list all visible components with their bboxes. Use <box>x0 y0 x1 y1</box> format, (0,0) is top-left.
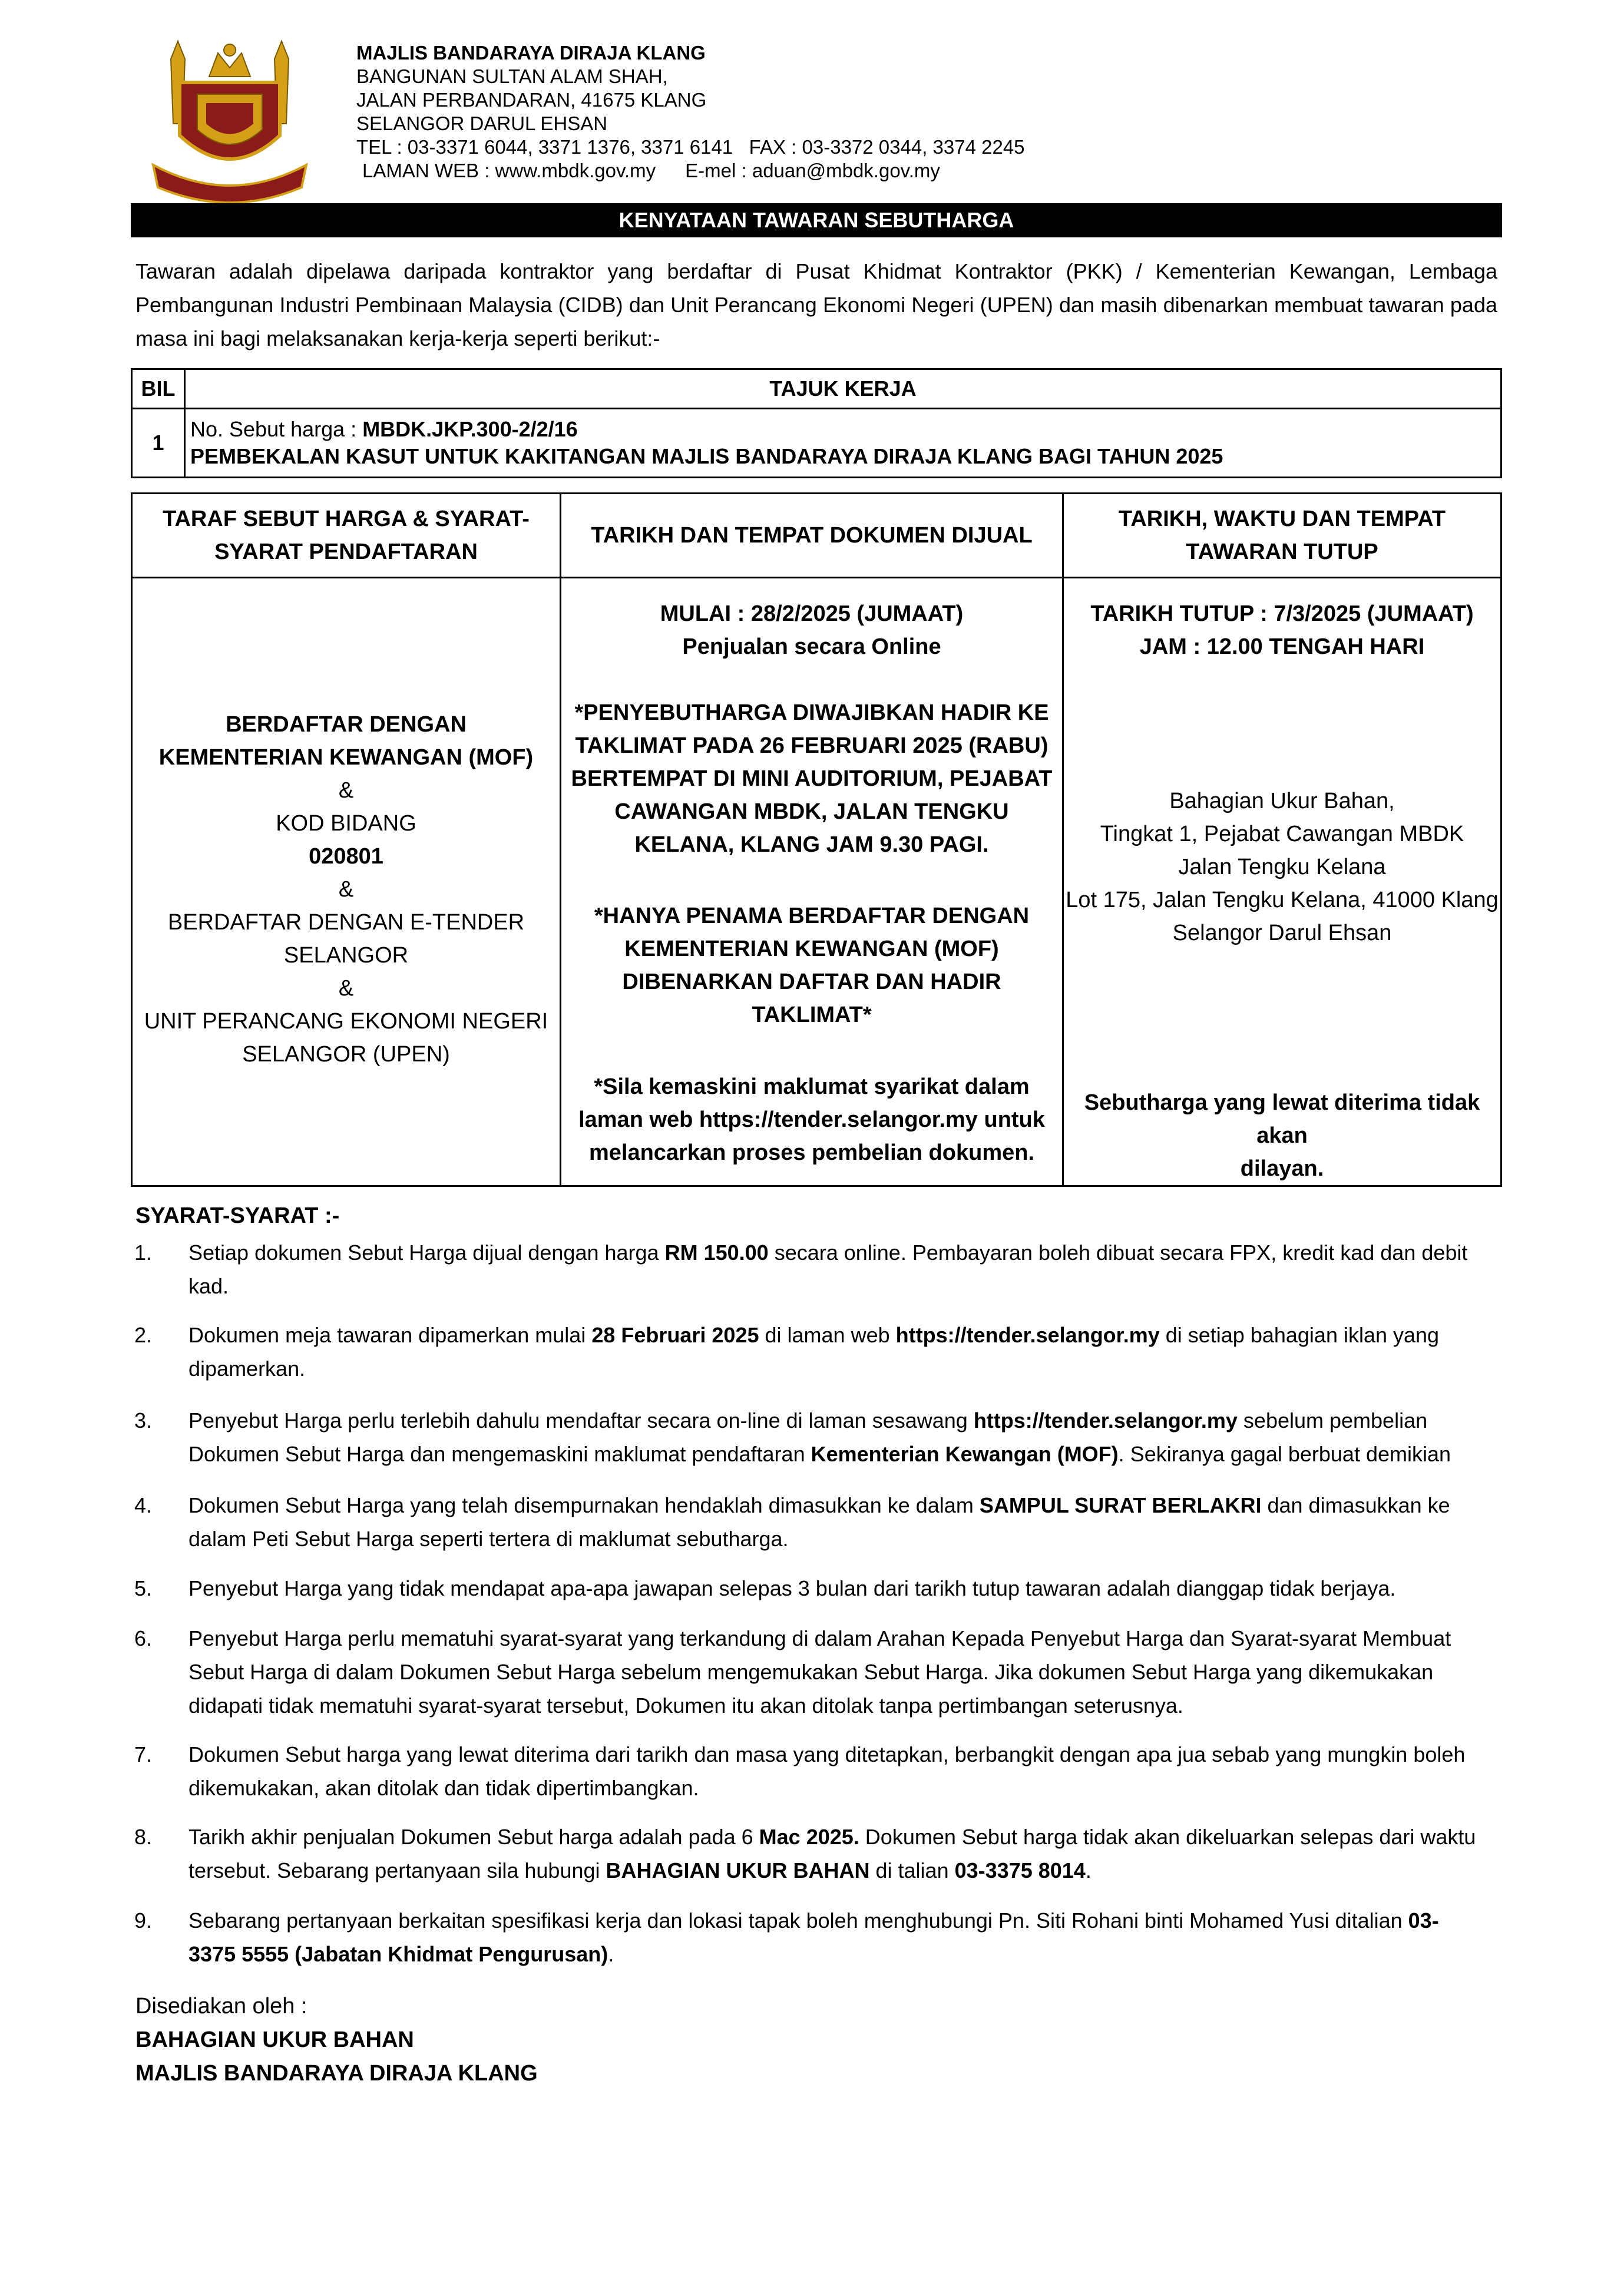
condition-number: 4. <box>134 1493 153 1517</box>
briefing-line-1: *PENYEBUTHARGA DIWAJIBKAN HADIR KE <box>574 700 1049 725</box>
condition-item <box>134 1318 1477 1385</box>
req-line-5: BERDAFTAR DENGAN E-TENDER <box>167 910 525 935</box>
late-note-1: Sebutharga yang lewat diterima tidak akan <box>1084 1090 1480 1148</box>
condition-text: Dokumen Sebut harga tidak akan dikeluarkan selepas dari waktu tersebut. Sebarang pertanyaan sila hubungi <box>188 1825 1476 1883</box>
closing-time: JAM : 12.00 TENGAH HARI <box>1139 634 1425 659</box>
late-note-2: dilayan. <box>1240 1156 1324 1181</box>
detail-table <box>131 492 1502 1187</box>
header-tarikh-dijual: TARIKH DAN TEMPAT DOKUMEN DIJUAL <box>561 494 1063 578</box>
req-line-3: KOD BIDANG <box>276 811 416 836</box>
col-bil: BIL <box>132 369 185 409</box>
condition-text: Tarikh akhir penjualan Dokumen Sebut harga adalah pada 6 <box>188 1825 759 1849</box>
department-name: BAHAGIAN UKUR BAHAN <box>606 1858 870 1883</box>
condition-number: 7. <box>134 1742 153 1766</box>
email-link[interactable]: E-mel : aduan@mbdk.gov.my <box>685 160 940 181</box>
condition-text: Penyebut Harga yang tidak mendapat apa-apa jawapan selepas 3 bulan dari tarikh tutup tawaran adalah dianggap tidak berjaya. <box>188 1576 1396 1600</box>
envelope-label: SAMPUL SURAT BERLAKRI <box>979 1493 1262 1517</box>
briefing-line-5: KELANA, KLANG JAM 9.30 PAGI. <box>634 832 989 857</box>
conditions-heading: SYARAT-SYARAT :- <box>135 1203 340 1228</box>
condition-number: 9. <box>134 1908 153 1933</box>
ref-value: MBDK.JKP.300-2/2/16 <box>362 417 578 441</box>
prepared-org: MAJLIS BANDARAYA DIRAJA KLANG <box>135 2061 538 2086</box>
ref-label: No. Sebut harga : <box>190 417 363 441</box>
job-table <box>131 368 1502 478</box>
condition-item <box>134 1572 1477 1605</box>
job-title: PEMBEKALAN KASUT UNTUK KAKITANGAN MAJLIS BANDARAYA DIRAJA KLANG BAGI TAHUN 2025 <box>190 444 1223 468</box>
condition-text: di talian <box>869 1858 955 1883</box>
website-link[interactable]: LAMAN WEB : www.mbdk.gov.my <box>362 160 656 181</box>
condition-number: 6. <box>134 1626 153 1650</box>
contact-phone: 03-3375 5555 (Jabatan Khidmat Pengurusan) <box>188 1908 1439 1966</box>
condition-text: Penyebut Harga perlu terlebih dahulu mendaftar secara on-line di laman sesawang <box>188 1408 974 1432</box>
condition-text: sebelum pembelian Dokumen Sebut Harga dan mengemaskini maklumat pendaftaran <box>188 1408 1428 1466</box>
header-tarikh-tutup: TARIKH, WAKTU DAN TEMPAT TAWARAN TUTUP <box>1063 494 1501 578</box>
req-amp-2: & <box>338 877 354 902</box>
condition-text: dan dimasukkan ke dalam Peti Sebut Harga seperti tertera di maklumat sebutharga. <box>188 1493 1450 1551</box>
condition-text: . <box>608 1942 614 1966</box>
condition-number: 1. <box>134 1240 153 1265</box>
address-line-1: BANGUNAN SULTAN ALAM SHAH, <box>356 65 668 87</box>
place-line-1: Bahagian Ukur Bahan, <box>1169 789 1395 813</box>
tender-url[interactable]: https://tender.selangor.my <box>973 1408 1238 1432</box>
only-registered-4: TAKLIMAT* <box>752 1003 872 1027</box>
condition-item <box>134 1236 1477 1303</box>
update-note-2: laman web https://tender.selangor.my untuk <box>578 1107 1045 1132</box>
phone-number: 03-3375 8014 <box>954 1858 1086 1883</box>
condition-number: 3. <box>134 1408 153 1432</box>
condition-text: Setiap dokumen Sebut Harga dijual dengan harga <box>188 1240 665 1265</box>
condition-number: 5. <box>134 1576 153 1600</box>
condition-text: Penyebut Harga perlu mematuhi syarat-syarat yang terkandung di dalam Arahan Kepada Penyebut Harga dan Syarat-syarat Membuat Sebut Harga di dalam Dokumen Sebut Harga sebelum mengemukakan Sebut Harga. Jika dokumen Sebut Harga yang dikemukakan didapati tidak mematuhi syarat-syarat tersebut, Dokumen itu akan ditolak tanpa pertimbangan seterusnya. <box>188 1626 1451 1718</box>
place-line-2: Tingkat 1, Pejabat Cawangan MBDK <box>1100 822 1464 846</box>
row-number: 1 <box>132 409 185 478</box>
address-line-2: JALAN PERBANDARAN, 41675 KLANG <box>356 89 707 111</box>
update-note-3: melancarkan proses pembelian dokumen. <box>588 1140 1035 1165</box>
closing-date: TARIKH TUTUP : 7/3/2025 (JUMAAT) <box>1090 601 1474 626</box>
req-line-7: UNIT PERANCANG EKONOMI NEGERI <box>144 1009 548 1034</box>
briefing-line-3: BERTEMPAT DI MINI AUDITORIUM, PEJABAT <box>571 766 1053 791</box>
place-line-5: Selangor Darul Ehsan <box>1172 921 1392 945</box>
closing-details <box>1063 578 1501 1186</box>
tender-url[interactable]: https://tender.selangor.my <box>895 1323 1160 1347</box>
only-registered-2: KEMENTERIAN KEWANGAN (MOF) <box>624 937 999 961</box>
briefing-line-2: TAKLIMAT PADA 26 FEBRUARI 2025 (RABU) <box>575 733 1049 758</box>
mbdk-crest-logo <box>147 35 312 206</box>
req-line-8: SELANGOR (UPEN) <box>242 1042 450 1067</box>
prepared-by-block <box>135 1990 538 2090</box>
condition-text: di setiap bahagian iklan yang dipamerkan. <box>188 1323 1440 1381</box>
address-line-3: SELANGOR DARUL EHSAN <box>356 113 608 134</box>
prepared-dept: BAHAGIAN UKUR BAHAN <box>135 2027 414 2052</box>
req-amp-3: & <box>338 976 354 1001</box>
condition-text: Dokumen Sebut harga yang lewat diterima dari tarikh dan masa yang ditetapkan, berbangkit dengan apa jua sebab yang mungkin boleh dikemukakan, akan ditolak dan tidak dipertimbangkan. <box>188 1742 1466 1800</box>
place-line-4: Lot 175, Jalan Tengku Kelana, 41000 Klang <box>1066 888 1499 912</box>
col-tajuk-kerja: TAJUK KERJA <box>185 369 1501 409</box>
condition-number: 8. <box>134 1825 153 1849</box>
condition-text: di laman web <box>759 1323 896 1347</box>
sale-details <box>561 578 1063 1186</box>
condition-item <box>134 1622 1477 1722</box>
condition-item <box>134 1404 1477 1471</box>
deadline-date: Mac 2025. <box>759 1825 859 1849</box>
update-note-1: *Sila kemaskini maklumat syarikat dalam <box>594 1074 1030 1099</box>
price: RM 150.00 <box>664 1240 769 1265</box>
contact-line: TEL : 03-3371 6044, 3371 1376, 3371 6141 FAX : 03-3372 0344, 3374 2245 <box>356 136 1025 158</box>
condition-text: . <box>1085 1858 1092 1883</box>
req-line-2: KEMENTERIAN KEWANGAN (MOF) <box>158 745 534 770</box>
condition-text: Dokumen Sebut Harga yang telah disempurnakan hendaklah dimasukkan ke dalam <box>188 1493 980 1517</box>
condition-text: secara online. Pembayaran boleh dibuat secara FPX, kredit kad dan debit kad. <box>188 1240 1468 1298</box>
condition-text: Dokumen meja tawaran dipamerkan mulai <box>188 1323 592 1347</box>
job-title-cell <box>185 409 1501 478</box>
condition-item <box>134 1820 1477 1887</box>
sale-start: MULAI : 28/2/2025 (JUMAAT) <box>660 601 964 626</box>
display-date: 28 Februari 2025 <box>591 1323 759 1347</box>
header-taraf: TARAF SEBUT HARGA & SYARAT-SYARAT PENDAFTARAN <box>132 494 561 578</box>
mof-label: Kementerian Kewangan (MOF) <box>811 1442 1119 1466</box>
condition-item <box>134 1488 1477 1556</box>
document-title-banner: KENYATAAN TAWARAN SEBUTHARGA <box>131 203 1502 237</box>
condition-number: 2. <box>134 1323 153 1347</box>
intro-paragraph: Tawaran adalah dipelawa daripada kontraktor yang berdaftar di Pusat Khidmat Kontraktor (PKK) / Kementerian Kewangan, Lembaga Pembangunan Industri Pembinaan Malaysia (CIDB) dan Unit Perancang Ekonomi Negeri (UPEN) dan masih dibenarkan membuat tawaran pada masa ini bagi melaksanakan kerja-kerja seperti berikut:- <box>135 259 1497 350</box>
condition-text: . Sekiranya gagal berbuat demikian <box>1118 1442 1451 1466</box>
req-line-6: SELANGOR <box>283 943 409 968</box>
place-line-3: Jalan Tengku Kelana <box>1178 855 1386 879</box>
condition-item <box>134 1904 1477 1971</box>
briefing-line-4: CAWANGAN MBDK, JALAN TENGKU <box>614 799 1009 824</box>
org-name: MAJLIS BANDARAYA DIRAJA KLANG <box>356 42 706 64</box>
only-registered-3: DIBENARKAN DAFTAR DAN HADIR <box>622 970 1001 994</box>
condition-item <box>134 1738 1477 1805</box>
req-amp-1: & <box>338 778 354 803</box>
registration-requirements <box>132 578 561 1186</box>
prepared-label: Disediakan oleh : <box>135 1994 307 2019</box>
sale-online: Penjualan secara Online <box>682 634 941 659</box>
only-registered-1: *HANYA PENAMA BERDAFTAR DENGAN <box>594 904 1030 928</box>
organisation-header <box>356 41 1025 183</box>
condition-text: Sebarang pertanyaan berkaitan spesifikasi kerja dan lokasi tapak boleh menghubungi Pn. Siti Rohani binti Mohamed Yusi ditalian <box>188 1908 1408 1933</box>
req-code: 020801 <box>309 844 383 869</box>
req-line-1: BERDAFTAR DENGAN <box>226 712 467 737</box>
